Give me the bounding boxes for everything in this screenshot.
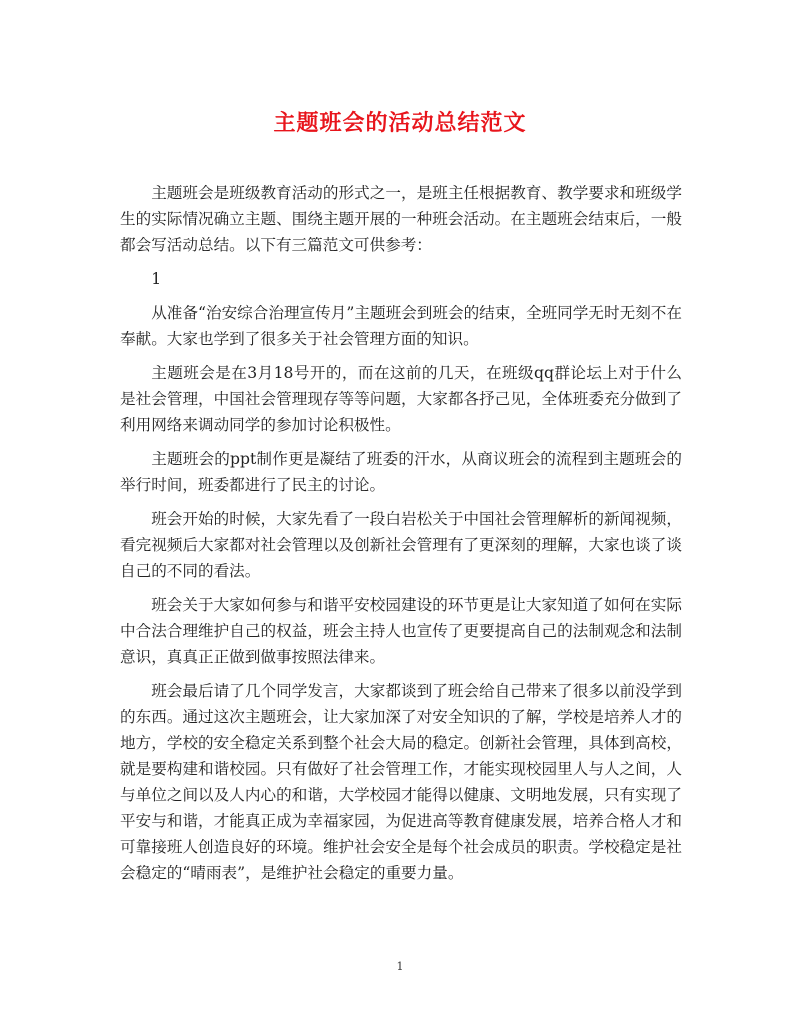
paragraph: 从准备“治安综合治理宣传月”主题班会到班会的结束，全班同学无时无刻不在奉献。大家也学到了很多关于社会管理方面的知识。 bbox=[120, 304, 682, 348]
page-number: 1 bbox=[396, 960, 404, 973]
paragraph: 班会最后请了几个同学发言，大家都谈到了班会给自己带来了很多以前没学到的东西。通过这次主题班会，让大家加深了对安全知识的了解，学校是培养人才的地方，学校的安全稳定关系到整个社会大局的稳定。创新社会管理，具体到高校，就是要构建和谐校园。只有做好了社会管理工作，才能实现校园里人与人之间，人与单位之间以及人内心的和谐，大学校园才能得以健康、文明地发展，只有实现了平安与和谐，才能真正成为幸福家园，为促进高等教育健康发展，培养合格人才和可靠接班人创造良好的环境。维护社会安全是每个社会成员的职责。学校稳定是社会稳定的“晴雨表”，是维护社会稳定的重要力量。 bbox=[120, 682, 682, 882]
paragraph: 主题班会的ppt制作更是凝结了班委的汗水，从商议班会的流程到主题班会的举行时间，班委都进行了民主的讨论。 bbox=[120, 450, 682, 494]
document-title: 主题班会的活动总结范文 bbox=[273, 110, 527, 136]
paragraph: 班会关于大家如何参与和谐平安校园建设的环节更是让大家知道了如何在实际中合法合理维护自己的权益，班会主持人也宣传了更要提高自己的法制观念和法制意识，真真正正做到做事按照法律来。 bbox=[120, 596, 682, 666]
paragraph: 主题班会是在3月18号开的，而在这前的几天，在班级qq群论坛上对于什么是社会管理，中国社会管理现存等等问题，大家都各抒己见，全体班委充分做到了利用网络来调动同学的参加讨论积极性。 bbox=[120, 364, 682, 434]
paragraph-intro: 主题班会是班级教育活动的形式之一，是班主任根据教育、教学要求和班级学生的实际情况确立主题、围绕主题开展的一种班会活动。在主题班会结束后，一般都会写活动总结。以下有三篇范文可供参考： bbox=[120, 184, 682, 254]
section-number: 1 bbox=[151, 270, 162, 288]
document-body bbox=[120, 180, 682, 894]
paragraph: 班会开始的时候，大家先看了一段白岩松关于中国社会管理解析的新闻视频，看完视频后大家都对社会管理以及创新社会管理有了更深刻的理解，大家也谈了谈自己的不同的看法。 bbox=[120, 510, 682, 580]
